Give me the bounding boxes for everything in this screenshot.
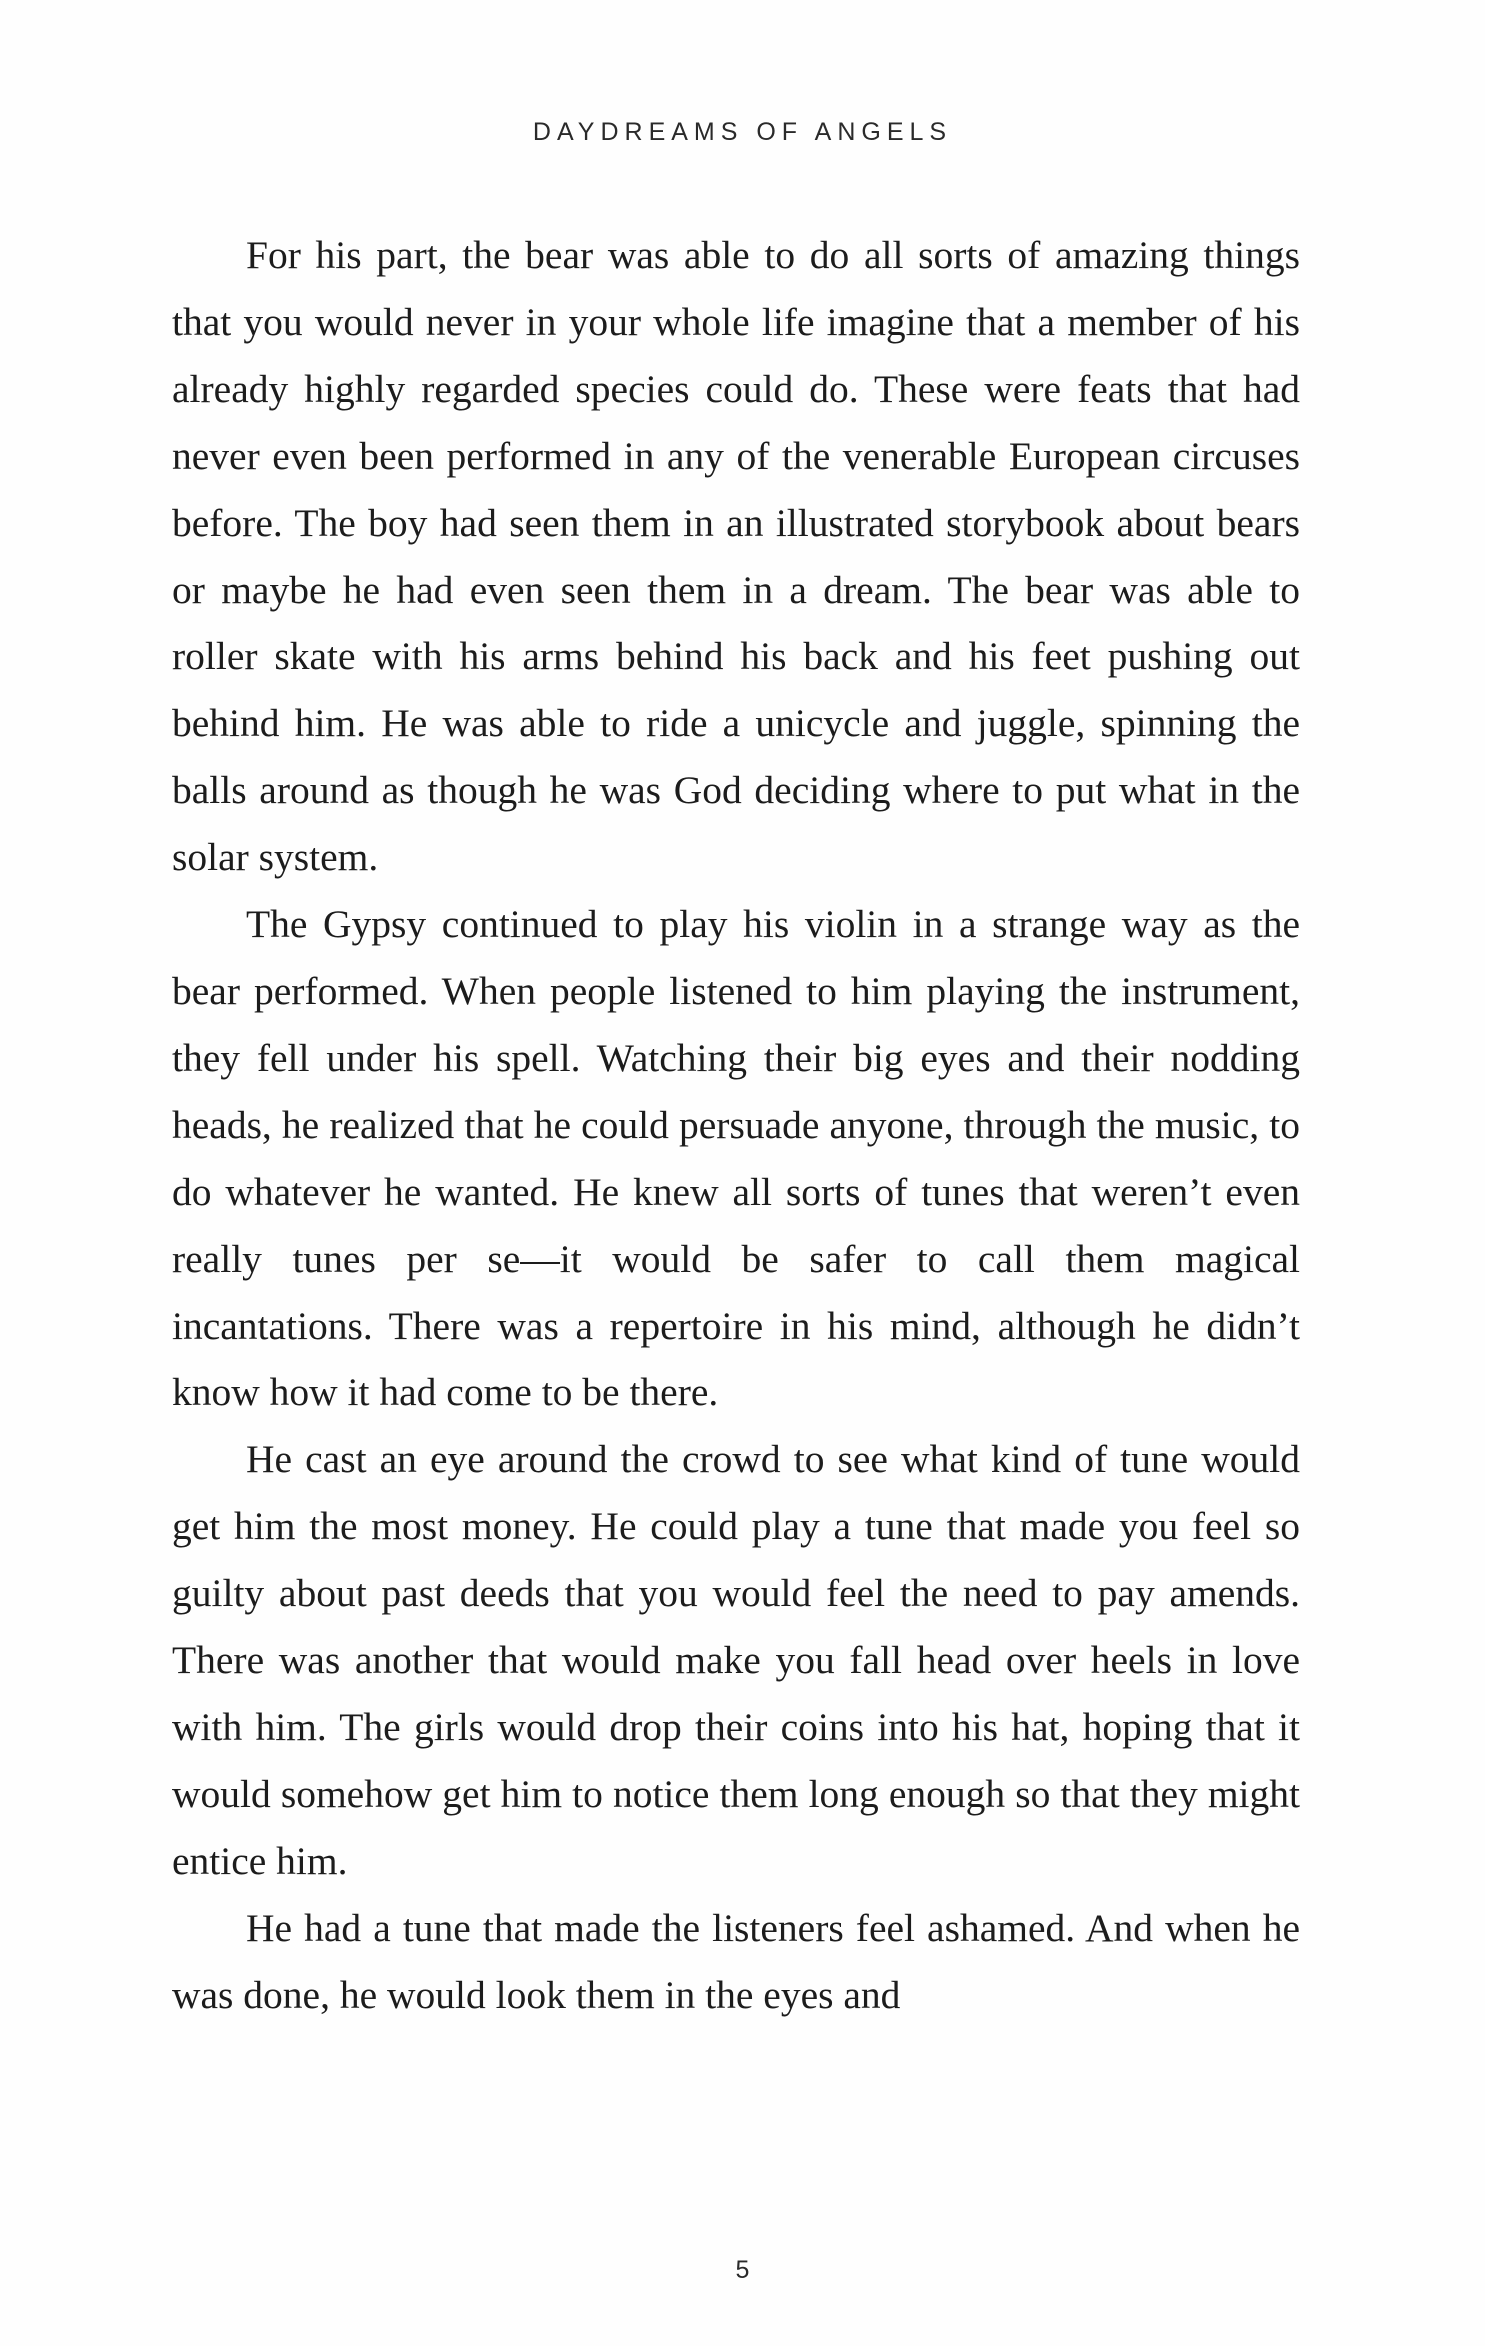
page-number: 5: [735, 2256, 750, 2284]
paragraph: The Gypsy continued to play his violin in a strange way as the bear performed. When people listened to him playing the instrument, they fell under his spell. Watching their big eyes and their nodding heads, he realized that he could persuade anyone, through the music, to do whatever he wanted. He knew all sorts of tunes that weren’t even really tunes per se—it would be safer to call them magical incantations. There was a repertoire in his mind, although he didn’t know how it had come to be there.: [172, 902, 1300, 1415]
paragraph: He had a tune that made the listeners feel ashamed. And when he was done, he would look them in the eyes and: [172, 1905, 1300, 2017]
paragraph: For his part, the bear was able to do all sorts of amazing things that you would never in your whole life imagine that a member of his already highly regarded species could do. These were feats that had never even been performed in any of the venerable European circuses before. The boy had seen them in an illustrated storybook about bears or maybe he had even seen them in a dream. The bear was able to roller skate with his arms behind his back and his feet pushing out behind him. He was able to ride a unicycle and juggle, spinning the balls around as though he was God deciding where to put what in the solar system.: [172, 233, 1300, 880]
running-head: DAYDREAMS OF ANGELS: [532, 118, 953, 146]
paragraph: He cast an eye around the crowd to see what kind of tune would get him the most money. He could play a tune that made you feel so guilty about past deeds that you would feel the need to pay amends. There was another that would make you fall head over heels in love with him. The girls would drop their coins into his hat, hoping that it would somehow get him to notice them long enough so that they might entice him.: [172, 1437, 1300, 1883]
body-text: [172, 222, 1300, 2028]
